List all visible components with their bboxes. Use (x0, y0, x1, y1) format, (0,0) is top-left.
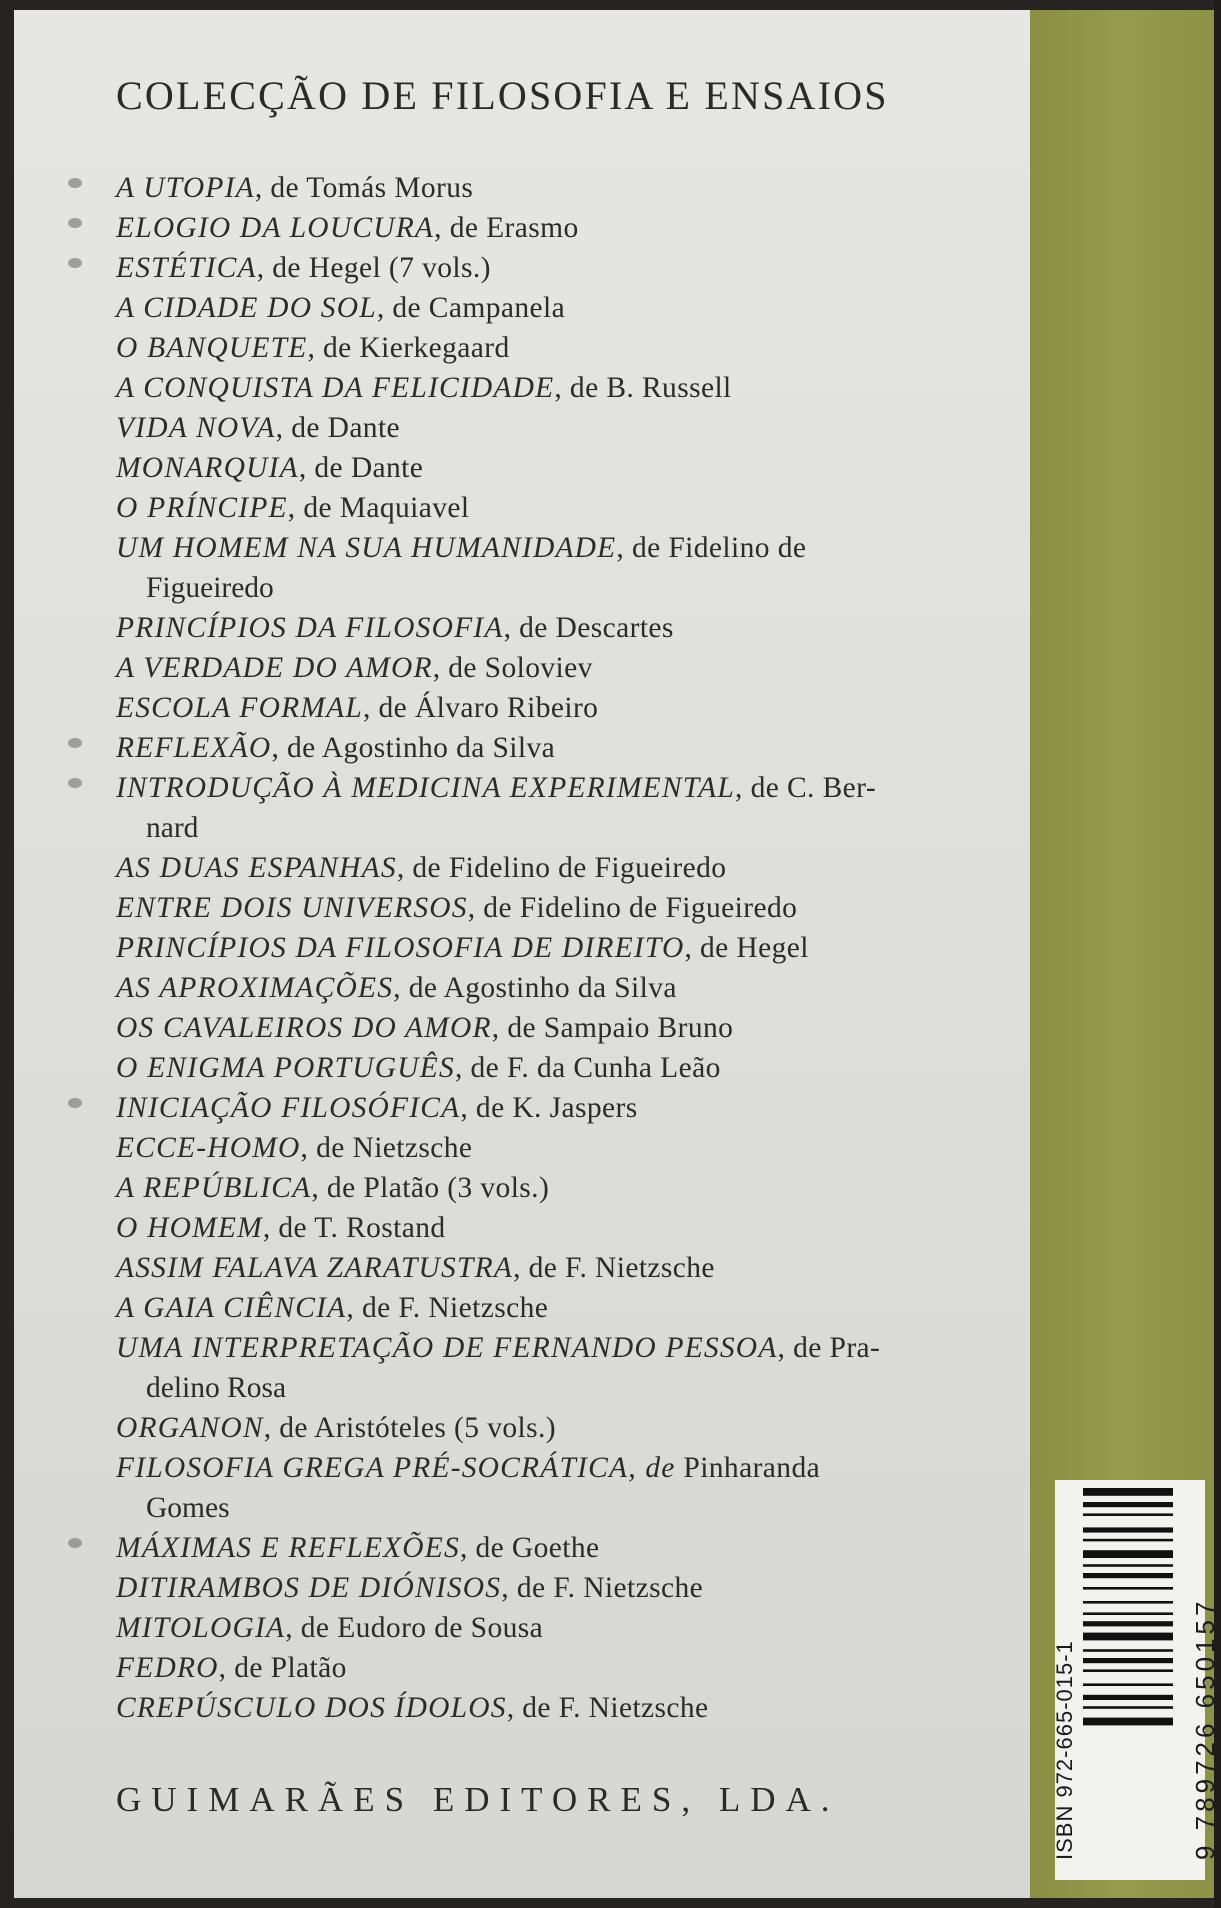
book-title: OS CAVALEIROS DO AMOR (116, 1012, 492, 1044)
list-item (116, 448, 986, 488)
book-title: A VERDADE DO AMOR (116, 652, 433, 684)
book-author: , de Descartes (503, 612, 674, 644)
book-author: , de Maquiavel (287, 492, 470, 524)
book-title: O ENIGMA PORTUGUÊS (116, 1052, 455, 1084)
book-title: ASSIM FALAVA ZARATUSTRA (116, 1252, 514, 1284)
list-item (116, 968, 986, 1008)
book-title: AS DUAS ESPANHAS (116, 852, 397, 884)
book-title: ENTRE DOIS UNIVERSOS (116, 892, 468, 924)
isbn-text: ISBN 972-665-015-1 (1052, 1640, 1077, 1860)
book-author: , de F. Nietzsche (513, 1252, 715, 1284)
book-title: A UTOPIA (116, 172, 255, 204)
list-item (116, 1128, 986, 1168)
list-item (116, 1008, 986, 1048)
book-author: , de Erasmo (434, 212, 579, 244)
list-item (116, 1328, 986, 1408)
list-item (116, 1648, 986, 1688)
pencil-mark-icon (68, 258, 82, 268)
book-title: ORGANON (116, 1412, 264, 1444)
pencil-mark-icon (68, 178, 82, 188)
list-item (116, 328, 986, 368)
book-author: , de Nietzsche (300, 1132, 473, 1164)
book-author: , de Agostinho da Silva (271, 732, 556, 764)
list-item (116, 528, 986, 608)
book-title: MÁXIMAS E REFLEXÕES (116, 1532, 460, 1564)
book-author: , de Hegel (684, 932, 809, 964)
pencil-mark-icon (68, 738, 82, 748)
list-item (116, 248, 986, 288)
list-item (116, 608, 986, 648)
collection-title: COLECÇÃO DE FILOSOFIA E ENSAIOS (116, 73, 889, 118)
pencil-mark-icon (68, 1098, 82, 1108)
list-item (116, 688, 986, 728)
list-item (116, 1048, 986, 1088)
list-item (116, 928, 986, 968)
book-author: , de Tomás Morus (254, 172, 474, 204)
book-title: VIDA NOVA (116, 412, 276, 444)
book-author: , de T. Rostand (262, 1212, 446, 1244)
book-title: MITOLOGIA (116, 1612, 286, 1644)
book-author: , de Eudoro de Sousa (285, 1612, 544, 1644)
list-item (116, 288, 986, 328)
book-author: , de F. Nietzsche (506, 1692, 709, 1724)
book-author: , de Platão (3 vols.) (311, 1172, 550, 1204)
book-author: , de Goethe (459, 1532, 600, 1564)
list-item (116, 168, 986, 208)
book-title: REFLEXÃO (116, 732, 272, 764)
book-title: O PRÍNCIPE (116, 492, 288, 524)
book-author-continued: Gomes (146, 1492, 230, 1524)
title-list (116, 168, 986, 1728)
book-title: UM HOMEM NA SUA HUMANIDADE (116, 532, 617, 564)
book-title: O HOMEM (116, 1212, 263, 1244)
book-author: , de Hegel (7 vols.) (256, 252, 491, 284)
book-title: ECCE-HOMO (116, 1132, 301, 1164)
list-item (116, 488, 986, 528)
book-author: , de Campanela (376, 292, 566, 324)
book-title: FILOSOFIA GREGA PRÉ-SOCRÁTICA, de (116, 1452, 676, 1484)
book-title: AS APROXIMAÇÕES (116, 972, 394, 1004)
book-title: INICIAÇÃO FILOSÓFICA (116, 1092, 461, 1124)
list-item (116, 888, 986, 928)
list-item (116, 1088, 986, 1128)
book-title: A REPÚBLICA (116, 1172, 312, 1204)
book-title: FEDRO (116, 1652, 219, 1684)
list-item (116, 408, 986, 448)
book-author: , de Fidelino de Figueiredo (396, 852, 727, 884)
book-title: A GAIA CIÊNCIA (116, 1292, 347, 1324)
book-title: O BANQUETE (116, 332, 308, 364)
book-author: , de Kierkegaard (307, 332, 510, 364)
list-item (116, 1688, 986, 1728)
book-author-continued: nard (146, 812, 199, 844)
book-author: , de Pra- (777, 1332, 881, 1364)
book-author: Pinharanda (675, 1452, 821, 1484)
book-author: , de Fidelino de (616, 532, 807, 564)
pencil-mark-icon (68, 1538, 82, 1548)
barcode-icon (1083, 1488, 1173, 1868)
list-item (116, 1248, 986, 1288)
book-title: CREPÚSCULO DOS ÍDOLOS (116, 1692, 507, 1724)
book-author: , de Fidelino de Figueiredo (467, 892, 798, 924)
book-title: ESTÉTICA (116, 252, 257, 284)
book-author: , de Soloviev (432, 652, 593, 684)
book-author: , de K. Jaspers (460, 1092, 638, 1124)
book-author-continued: delino Rosa (146, 1372, 287, 1404)
list-item (116, 1168, 986, 1208)
list-item (116, 1448, 986, 1528)
book-title: MONARQUIA (116, 452, 299, 484)
book-author: , de F. Nietzsche (346, 1292, 549, 1324)
book-title: ESCOLA FORMAL (116, 692, 363, 724)
list-item (116, 728, 986, 768)
book-author: , de Aristóteles (5 vols.) (263, 1412, 556, 1444)
list-item (116, 848, 986, 888)
book-author: , de Sampaio Bruno (491, 1012, 734, 1044)
list-item (116, 1288, 986, 1328)
book-author: , de Platão (218, 1652, 347, 1684)
list-item (116, 1568, 986, 1608)
book-author: , de Álvaro Ribeiro (362, 692, 599, 724)
pencil-mark-icon (68, 778, 82, 788)
book-author: , de F. Nietzsche (501, 1572, 704, 1604)
list-item (116, 1608, 986, 1648)
list-item (116, 648, 986, 688)
list-item (116, 368, 986, 408)
book-author: , de Agostinho da Silva (393, 972, 677, 1004)
book-author: , de F. da Cunha Leão (454, 1052, 721, 1084)
list-item (116, 1528, 986, 1568)
book-title: PRINCÍPIOS DA FILOSOFIA DE DIREITO (116, 932, 685, 964)
pencil-mark-icon (68, 218, 82, 228)
book-title: INTRODUÇÃO À MEDICINA EXPERIMENTAL (116, 772, 736, 804)
book-author: , de Dante (298, 452, 424, 484)
book-title: A CIDADE DO SOL (116, 292, 377, 324)
list-item (116, 768, 986, 848)
list-item (116, 208, 986, 248)
book-author: , de Dante (275, 412, 401, 444)
publisher-name: GUIMARÃES EDITORES, LDA. (116, 1780, 840, 1819)
book-author: , de C. Ber- (735, 772, 877, 804)
book-title: PRINCÍPIOS DA FILOSOFIA (116, 612, 504, 644)
book-title: DITIRAMBOS DE DIÓNISOS (116, 1572, 502, 1604)
list-item (116, 1208, 986, 1248)
ean-digits: 9 789726 650157 (1190, 1597, 1220, 1860)
book-title: A CONQUISTA DA FELICIDADE (116, 372, 555, 404)
book-author-continued: Figueiredo (146, 572, 274, 604)
list-item (116, 1408, 986, 1448)
book-title: ELOGIO DA LOUCURA (116, 212, 435, 244)
book-author: , de B. Russell (554, 372, 732, 404)
book-title: UMA INTERPRETAÇÃO DE FERNANDO PESSOA (116, 1332, 778, 1364)
